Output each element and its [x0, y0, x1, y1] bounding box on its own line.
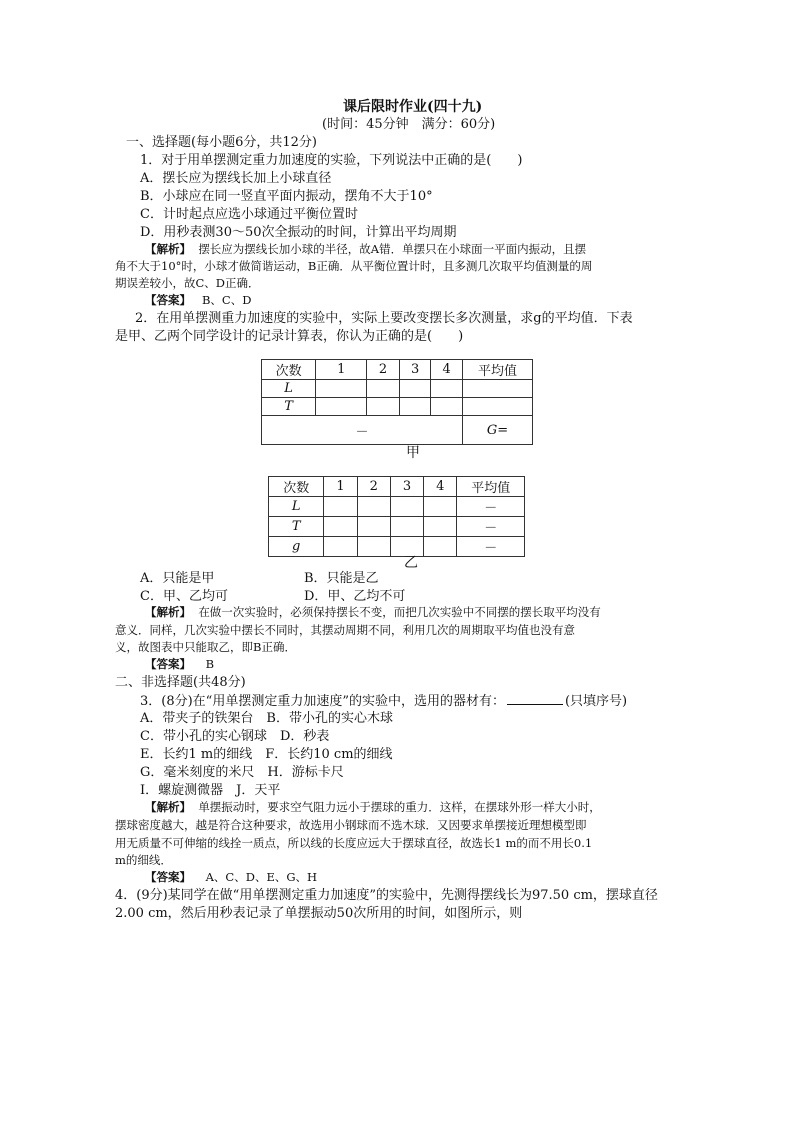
- question-stem: 2．在用单摆测重力加速度的实验中，实际上要改变摆长多次测量，求g的平均值．下表: [135, 311, 633, 326]
- dash-cell: －: [457, 517, 525, 537]
- table-cell: [316, 380, 367, 398]
- page-subtitle: (时间：45分钟 满分：60分): [322, 117, 496, 132]
- option-line: C．带小孔的实心钢球 D．秒表: [140, 729, 330, 744]
- analysis-line: [145, 604, 601, 621]
- answer-text: A、C、D、E、G、H: [205, 870, 318, 884]
- table-header-cell: 次数: [269, 477, 324, 497]
- answer-line: [145, 292, 251, 309]
- question-stem: 1．对于用单摆测定重力加速度的实验，下列说法中正确的是( ): [140, 153, 523, 168]
- option-line: E．长约1 m的细线 F．长约10 cm的细线: [140, 747, 393, 762]
- option-line: G．毫米刻度的米尺 H．游标卡尺: [140, 765, 344, 780]
- table-cell: [357, 497, 390, 517]
- table-header-cell: 1: [316, 360, 367, 380]
- table-caption-yi: 乙: [404, 555, 418, 571]
- table-cell: [399, 380, 431, 398]
- table-header-cell: 次数: [262, 360, 316, 380]
- record-table-yi: [268, 476, 525, 557]
- table-cell: [324, 517, 357, 537]
- table-row: [262, 398, 533, 416]
- section-heading: 一、选择题(每小题6分，共12分): [126, 135, 317, 150]
- option-a: A．摆长应为摆线长加上小球直径: [140, 171, 332, 186]
- table-header-cell: 4: [424, 477, 457, 497]
- table-header-cell: 1: [324, 477, 357, 497]
- table-cell: [424, 517, 457, 537]
- table-row: [269, 537, 525, 557]
- table-cell: [462, 398, 532, 416]
- analysis-line: 用无质量不可伸缩的线拴一质点，所以线的长度应远大于摆球直径，故选长1 m的而不用长0.1: [115, 836, 593, 850]
- analysis-line: 期误差较小，故C、D正确．: [115, 276, 260, 290]
- table-header-cell: 2: [367, 360, 400, 380]
- table-header-cell: 3: [399, 360, 431, 380]
- analysis-text: 摆长应为摆线长加小球的半径，故A错．单摆只在小球面一平面内振动，且摆: [198, 242, 587, 256]
- analysis-tag: 【解析】: [145, 800, 191, 814]
- answer-line: [145, 656, 214, 673]
- table-cell: [390, 497, 423, 517]
- row-label: T: [269, 517, 324, 537]
- analysis-line: 角不大于10°时，小球才做简谐运动，B正确．从平衡位置计时，且多测几次取平均值测量的周: [115, 259, 593, 273]
- analysis-tag: 【解析】: [145, 242, 191, 256]
- question-stem: 是甲、乙两个同学设计的记录计算表，你认为正确的是( ): [115, 329, 464, 344]
- row-label: L: [262, 380, 316, 398]
- option-d: D．甲、乙均不可: [304, 589, 406, 604]
- option-c: C．计时起点应选小球通过平衡位置时: [140, 207, 358, 222]
- dash-cell: －: [457, 497, 525, 517]
- dash-cell: －: [457, 537, 525, 557]
- option-a: A．只能是甲: [140, 571, 215, 586]
- table-cell: [390, 517, 423, 537]
- g-cell: G=: [462, 416, 532, 445]
- question-stem-text: 3．(8分)在“用单摆测定重力加速度”的实验中，选用的器材有：: [140, 694, 505, 709]
- table-header-cell: 3: [390, 477, 423, 497]
- table-cell: [431, 398, 463, 416]
- analysis-line: 摆球密度越大，越是符合这种要求，故选用小钢球而不选木球．又因要求单摆接近理想模型即: [115, 818, 587, 832]
- option-line: A．带夹子的铁架台 B．带小孔的实心木球: [140, 711, 393, 726]
- analysis-text: 在做一次实验时，必须保持摆长不变，而把几次实验中不同摆的摆长取平均没有: [198, 605, 601, 619]
- option-d: D．用秒表测30～50次全振动的时间，计算出平均周期: [140, 225, 457, 240]
- answer-tag: 【答案】: [145, 293, 191, 307]
- table-cell: [367, 380, 400, 398]
- table-cell: [399, 398, 431, 416]
- table-caption-jia: 甲: [406, 445, 420, 461]
- answer-text: B: [205, 657, 215, 671]
- table-row: [269, 517, 525, 537]
- analysis-line: [145, 799, 601, 816]
- analysis-text: 单摆振动时，要求空气阻力远小于摆球的重力．这样，在摆球外形一样大小时，: [198, 800, 601, 814]
- answer-tag: 【答案】: [145, 870, 191, 884]
- table-cell: [431, 380, 463, 398]
- answer-tag: 【答案】: [145, 657, 191, 671]
- section-heading: 二、非选择题(共48分): [115, 675, 246, 690]
- analysis-line: [145, 241, 586, 258]
- row-label: g: [269, 537, 324, 557]
- table-header-cell: 4: [431, 360, 463, 380]
- table-cell: [357, 517, 390, 537]
- table-cell: [462, 380, 532, 398]
- table-header-row: [262, 360, 533, 380]
- question-stem: [140, 692, 627, 711]
- table-header-cell: 平均值: [457, 477, 525, 497]
- table-row: [269, 497, 525, 517]
- table-cell: [324, 497, 357, 517]
- table-header-cell: 2: [357, 477, 390, 497]
- answer-text: B、C、D: [201, 293, 252, 307]
- dash-cell: －: [262, 416, 463, 445]
- analysis-line: m的细线．: [115, 853, 172, 867]
- table-cell: [316, 398, 367, 416]
- row-label: T: [262, 398, 316, 416]
- question-stem: 2.00 cm，然后用秒表记录了单摆振动50次所用的时间，如图所示，则: [115, 906, 523, 921]
- option-line: I．螺旋测微器 J．天平: [140, 783, 281, 798]
- table-row: [262, 416, 533, 445]
- table-cell: [424, 497, 457, 517]
- row-label: L: [269, 497, 324, 517]
- analysis-line: 意义．同样，几次实验中摆长不同时，其摆动周期不同，利用几次的周期取平均值也没有意: [115, 623, 575, 637]
- table-cell: [367, 398, 400, 416]
- table-header-cell: 平均值: [462, 360, 532, 380]
- answer-line: [145, 869, 317, 886]
- option-b: B．只能是乙: [304, 571, 379, 586]
- page-title: 课后限时作业(四十九): [343, 99, 483, 115]
- record-table-jia: [261, 359, 533, 445]
- question-stem-text: (只填序号): [564, 694, 628, 709]
- analysis-line: 义，故图表中只能取乙，即B正确．: [115, 640, 296, 654]
- table-cell: [324, 537, 357, 557]
- table-cell: [357, 537, 390, 557]
- table-cell: [424, 537, 457, 557]
- table-header-row: [269, 477, 525, 497]
- analysis-tag: 【解析】: [145, 605, 191, 619]
- option-c: C．甲、乙均可: [140, 589, 228, 604]
- option-b: B．小球应在同一竖直平面内振动，摆角不大于10°: [140, 189, 433, 204]
- question-stem: 4．(9分)某同学在做“用单摆测定重力加速度”的实验中，先测得摆线长为97.50 cm，摆球直径: [115, 888, 658, 903]
- table-row: [262, 380, 533, 398]
- answer-blank[interactable]: [507, 692, 563, 705]
